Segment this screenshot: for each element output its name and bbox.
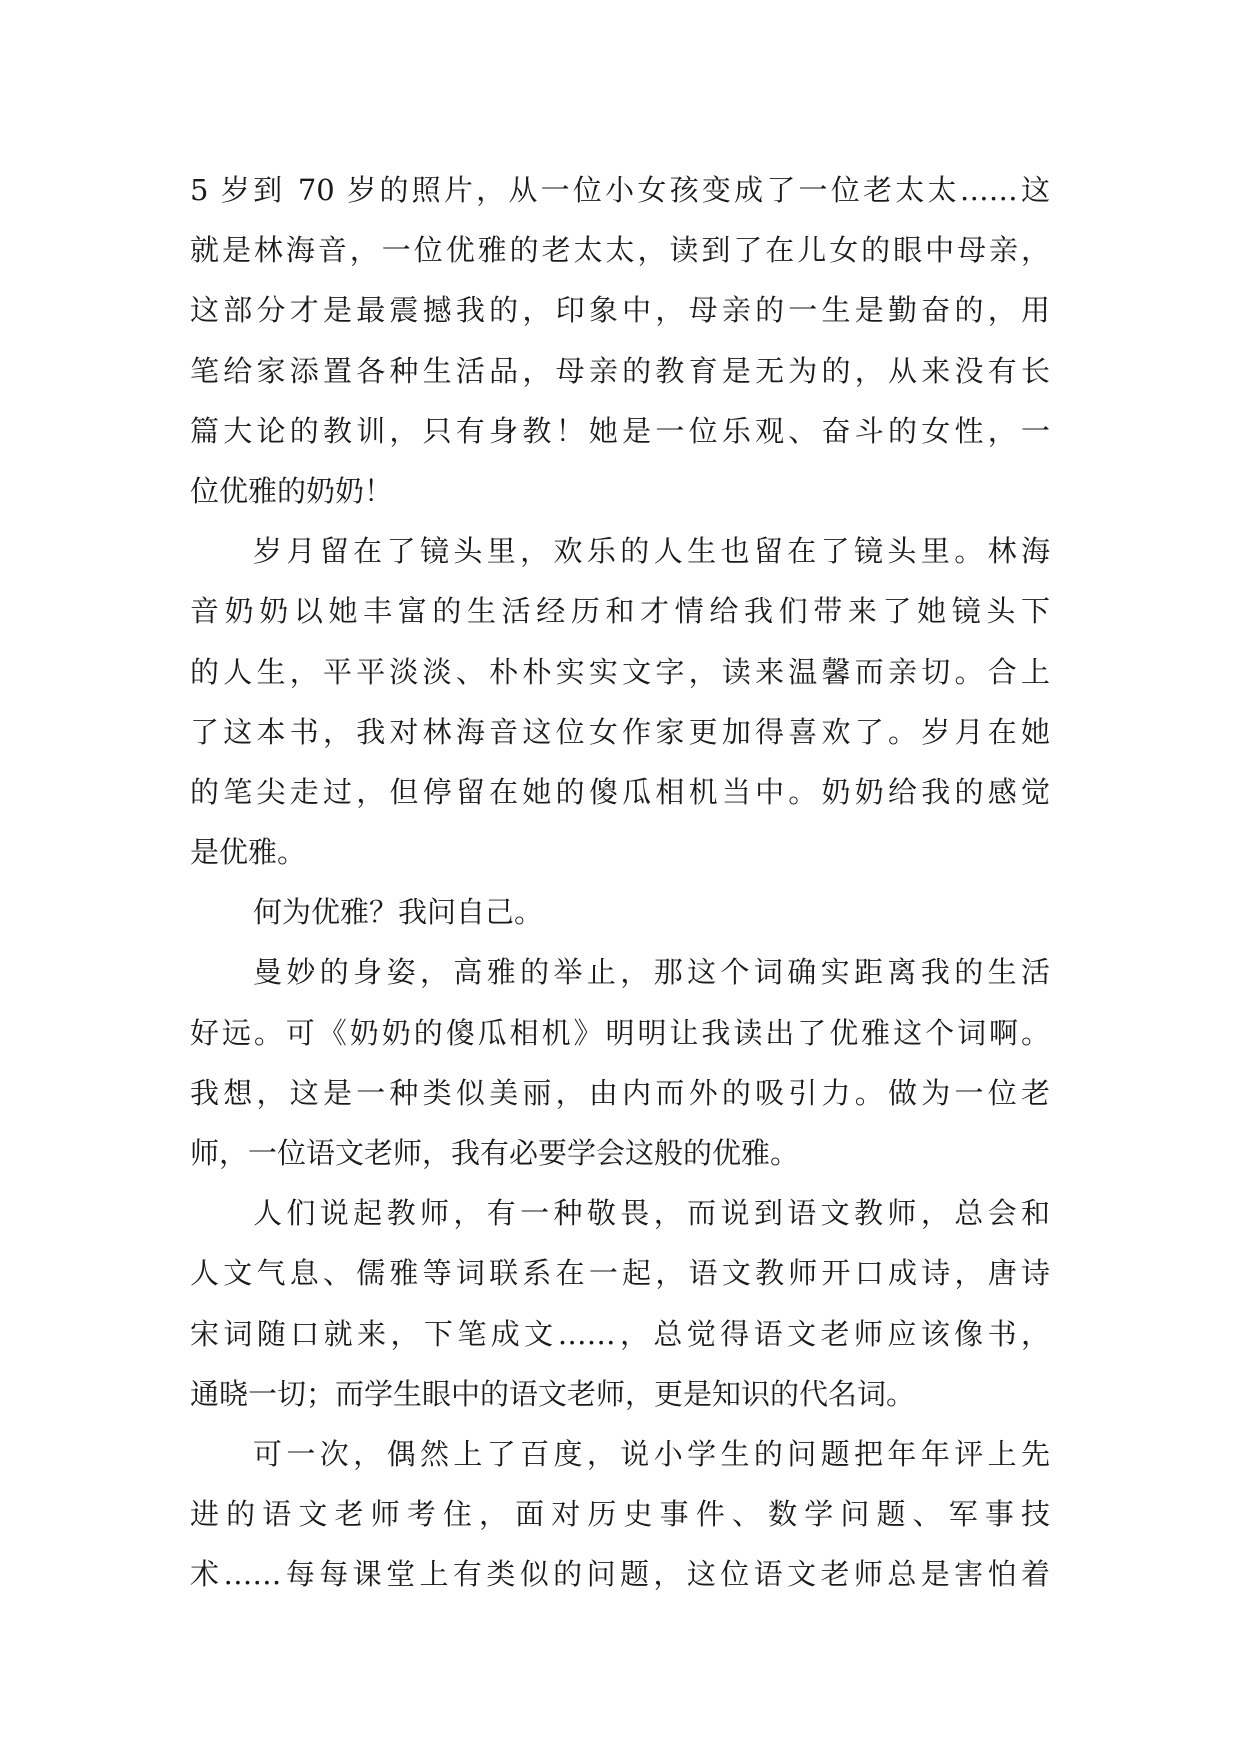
text-line: 师，一位语文老师，我有必要学会这般的优雅。 (190, 1136, 800, 1170)
text-line: 笔给家添置各种生活品，母亲的教育是无为的，从来没有长 (190, 353, 1050, 388)
text-line: 5 岁到 70 岁的照片，从一位小女孩变成了一位老太太……这 (190, 173, 1050, 207)
text-line: 篇大论的教训，只有身教！她是一位乐观、奋斗的女性，一 (190, 413, 1050, 448)
text-line: 人们说起教师，有一种敬畏，而说到语文教师，总会和 (253, 1196, 1050, 1231)
text-line: 就是林海音，一位优雅的老太太，读到了在儿女的眼中母亲， (190, 233, 1050, 268)
text-line: 是优雅。 (190, 835, 307, 870)
text-line: 曼妙的身姿，高雅的举止，那这个词确实距离我的生活 (253, 955, 1050, 990)
text-line: 人文气息、儒雅等词联系在一起，语文教师开口成诗，唐诗 (190, 1256, 1050, 1291)
text-line: 术……每每课堂上有类似的问题，这位语文老师总是害怕着 (190, 1557, 1050, 1592)
text-line: 好远。可《奶奶的傻瓜相机》明明让我读出了优雅这个词啊。 (190, 1015, 1050, 1050)
text-line: 进的语文老师考住，面对历史事件、数学问题、军事技 (190, 1497, 1050, 1532)
text-line: 通晓一切；而学生眼中的语文老师，更是知识的代名词。 (190, 1376, 916, 1411)
text-line: 宋词随口就来，下笔成文……，总觉得语文老师应该像书， (190, 1316, 1050, 1351)
text-line: 何为优雅？我问自己。 (253, 895, 544, 930)
text-line: 的人生，平平淡淡、朴朴实实文字，读来温馨而亲切。合上 (190, 654, 1050, 689)
text-line: 我想，这是一种类似美丽，由内而外的吸引力。做为一位老 (190, 1075, 1050, 1110)
text-line: 音奶奶以她丰富的生活经历和才情给我们带来了她镜头下 (190, 594, 1050, 629)
text-line: 位优雅的奶奶！ (190, 473, 394, 508)
text-line: 了这本书，我对林海音这位女作家更加得喜欢了。岁月在她 (190, 714, 1050, 749)
text-line: 的笔尖走过，但停留在她的傻瓜相机当中。奶奶给我的感觉 (190, 774, 1050, 809)
text-line: 这部分才是最震撼我的，印象中，母亲的一生是勤奋的，用 (190, 293, 1050, 328)
text-line: 可一次，偶然上了百度，说小学生的问题把年年评上先 (253, 1436, 1050, 1471)
body-text (190, 160, 1050, 1605)
text-line: 岁月留在了镜头里，欢乐的人生也留在了镜头里。林海 (253, 534, 1050, 569)
